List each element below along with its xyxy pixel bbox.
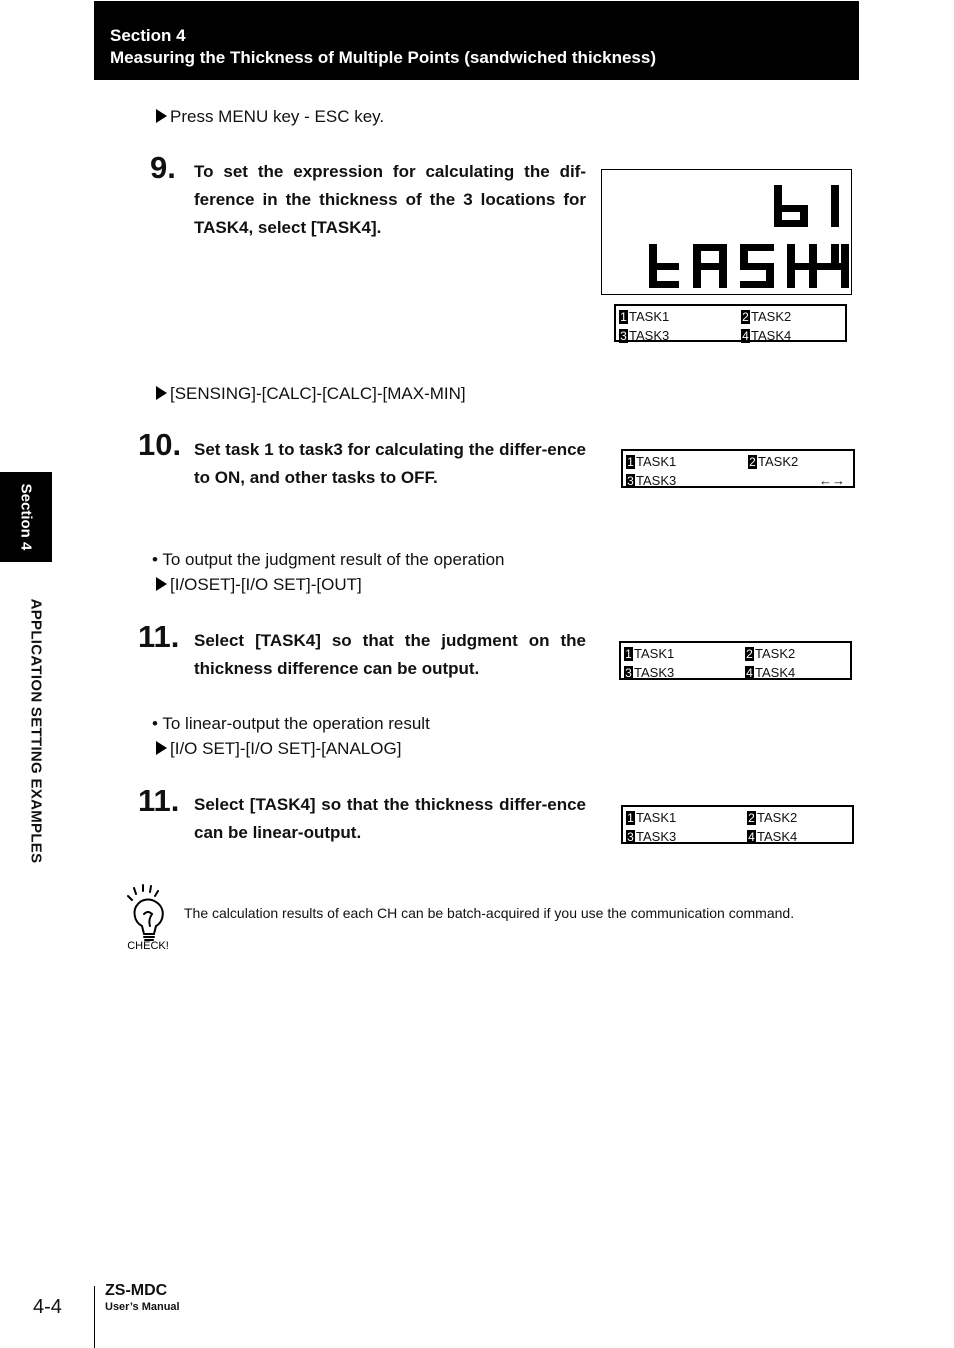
menu-box-output-task xyxy=(619,641,852,680)
step-9-number: 9. xyxy=(150,150,176,185)
play-arrow-icon xyxy=(156,577,167,591)
number-badge: 4 xyxy=(748,830,755,844)
check-lightbulb-icon xyxy=(122,882,174,954)
step-10-text: Set task 1 to task3 for calculating the differ-ence to ON, and other tasks to OFF. xyxy=(194,440,586,487)
play-arrow-icon xyxy=(156,741,167,755)
number-badge: 2 xyxy=(749,455,756,469)
footer-manual: User’s Manual xyxy=(105,1301,180,1313)
menu-path-2: [SENSING]-[CALC]-[CALC]-[MAX-MIN] xyxy=(156,384,466,404)
number-badge: 4 xyxy=(742,329,749,343)
step-11-number: 11. xyxy=(138,619,180,654)
menu-item-task3[interactable]: 3 TASK3 xyxy=(627,829,677,844)
menu-item-task2[interactable]: 2 TASK2 xyxy=(746,646,796,661)
menu-row xyxy=(621,663,850,682)
menu-item-task4[interactable]: 4 TASK4 xyxy=(742,328,792,343)
play-arrow-icon xyxy=(156,109,167,123)
menu-row xyxy=(616,307,845,326)
page-number: 4-4 xyxy=(33,1296,62,1318)
side-tab-label: Section 4 xyxy=(17,483,35,551)
menu-box-analog-task xyxy=(621,805,854,844)
menu-item-task1[interactable]: 1 TASK1 xyxy=(625,646,675,661)
number-badge: 2 xyxy=(746,647,753,661)
menu-item-task1[interactable]: 1 TASK1 xyxy=(627,454,677,469)
menu-item-task3[interactable]: 3 TASK3 xyxy=(620,328,670,343)
menu-row xyxy=(623,827,852,846)
step-9-text: To set the expression for calculating the dif-ference in the thickness of the 3 locations for TASK4, select [TASK4]. xyxy=(194,162,586,237)
menu-item-task4[interactable]: 4 TASK4 xyxy=(748,829,798,844)
menu-row xyxy=(616,326,845,345)
number-badge: 3 xyxy=(627,474,634,488)
step-11b-number: 11. xyxy=(138,783,180,818)
check-label: CHECK! xyxy=(127,940,169,952)
section-header xyxy=(94,1,859,80)
menu-path-3: [I/OSET]-[I/O SET]-[OUT] xyxy=(156,575,362,595)
left-right-arrows-icon: ←→ xyxy=(819,473,845,488)
number-badge: 1 xyxy=(625,647,632,661)
menu-item-task2[interactable]: 2 TASK2 xyxy=(748,810,798,825)
step-10-number: 10. xyxy=(138,427,182,462)
menu-path-4: [I/O SET]-[I/O SET]-[ANALOG] xyxy=(156,739,401,759)
check-note-text: The calculation results of each CH can be batch-acquired if you use the communication command. xyxy=(184,905,795,921)
menu-box-task-on-off xyxy=(621,449,855,488)
side-chapter-label: APPLICATION SETTING EXAMPLES xyxy=(27,598,45,864)
menu-item-task3[interactable]: 3 TASK3 xyxy=(627,473,677,488)
number-badge: 3 xyxy=(625,666,632,680)
number-badge: 2 xyxy=(742,310,749,324)
number-badge: 2 xyxy=(748,811,755,825)
play-arrow-icon xyxy=(156,386,167,400)
menu-path-1: Press MENU key - ESC key. xyxy=(156,107,384,127)
linear-output-note: • To linear-output the operation result xyxy=(152,714,430,733)
menu-item-task1[interactable]: 1 TASK1 xyxy=(627,810,677,825)
number-badge: 3 xyxy=(627,830,634,844)
number-badge: 4 xyxy=(746,666,753,680)
output-note: • To output the judgment result of the operation xyxy=(152,550,505,569)
lcd-segment-display xyxy=(602,170,853,296)
footer-divider xyxy=(94,1286,95,1348)
menu-item-task1[interactable]: 1 TASK1 xyxy=(620,309,670,324)
menu-item-task4[interactable]: 4 TASK4 xyxy=(746,665,796,680)
section-side-tab xyxy=(0,472,52,562)
lcd-display xyxy=(601,169,852,295)
menu-row xyxy=(623,471,853,490)
menu-item-task2[interactable]: 2 TASK2 xyxy=(742,309,792,324)
footer-product: ZS-MDC xyxy=(105,1282,168,1299)
number-badge: 1 xyxy=(627,811,634,825)
step-11b-text: Select [TASK4] so that the thickness differ-ence can be linear-output. xyxy=(194,795,586,842)
number-badge: 3 xyxy=(620,329,627,343)
step-11-text: Select [TASK4] so that the judgment on the thickness difference can be output. xyxy=(194,631,586,678)
menu-box-task4-select xyxy=(614,304,847,342)
number-badge: 1 xyxy=(620,310,627,324)
menu-item-task2[interactable]: 2 TASK2 xyxy=(749,454,799,469)
menu-row xyxy=(621,644,850,663)
menu-row xyxy=(623,452,853,471)
menu-item-task3[interactable]: 3 TASK3 xyxy=(625,665,675,680)
section-label: Section 4 xyxy=(110,26,186,45)
number-badge: 1 xyxy=(627,455,634,469)
section-title: Measuring the Thickness of Multiple Points (sandwiched thickness) xyxy=(110,48,656,67)
menu-row xyxy=(623,808,852,827)
